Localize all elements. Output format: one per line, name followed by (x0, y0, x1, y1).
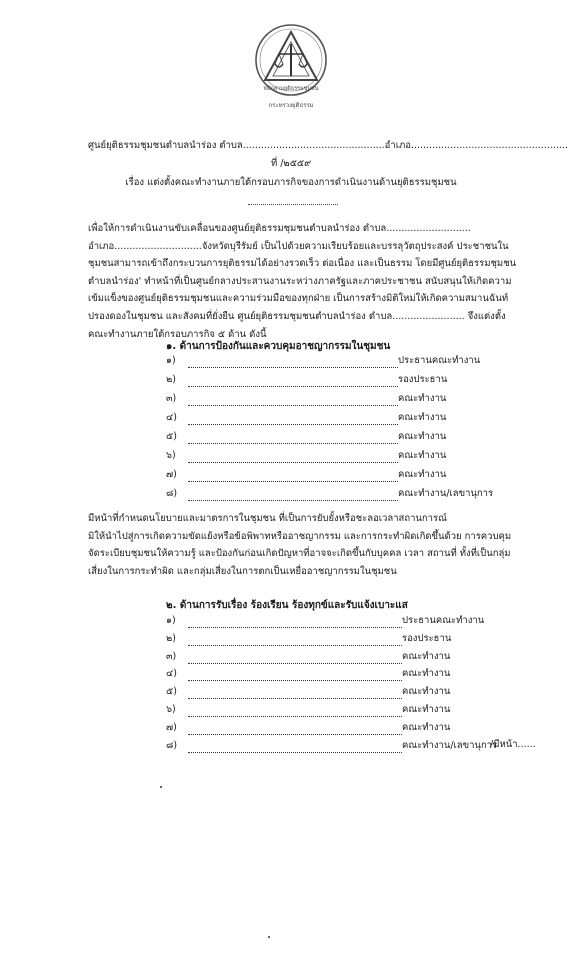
member-name-blank (188, 491, 398, 501)
duty-line: จัดระเบียบชุมชนให้ความรู้ และป้องกันก่อนเกิดปัญหาที่อาจจะเกิดขึ้นกับบุคคล เวลา สถานที่ ทั้งที่เป็นกลุ่ม (88, 548, 511, 559)
continued-marker: /มีหน้า...... (490, 739, 536, 750)
scan-speck (160, 786, 162, 788)
subject-line: เรื่อง แต่งตั้งคณะทำงานภายใต้กรอบภารกิจของการดำเนินงานด้านยุติธรรมชุมชน (125, 177, 457, 188)
section1-member-row (166, 486, 493, 501)
member-role: คณะทำงาน (398, 431, 447, 442)
section2-member-row (166, 702, 450, 717)
section2-member-row (166, 631, 451, 646)
intro-line: เข้มแข็งของศูนย์ยุติธรรมชุมชนและความร่วมมือของทุกฝ่าย เป็นการสร้างมิติใหม่ให้เกิดความสมานฉันท์ (88, 293, 509, 305)
member-name-blank (188, 671, 402, 681)
member-name-blank (188, 358, 398, 368)
section1-member-row (166, 410, 446, 425)
member-number: ๑) (166, 615, 176, 626)
member-number: ๖) (166, 450, 176, 461)
member-name-blank (188, 707, 402, 717)
member-role: ประธานคณะทำงาน (398, 355, 481, 366)
member-name-blank (188, 636, 402, 646)
section2-member-row (166, 613, 484, 628)
member-role: ประธานคณะทำงาน (402, 615, 485, 626)
member-role: คณะทำงาน (398, 393, 447, 404)
member-role: คณะทำงาน/เลขานุการ (398, 488, 494, 499)
section2-member-row (166, 666, 450, 681)
member-role: คณะทำงาน (398, 469, 447, 480)
intro-line: ตำบลนำร่อง' ทำหน้าที่เป็นศูนย์กลางประสานงานระหว่างภาครัฐและภาคประชาชน สนับสนุนให้เกิดความ (88, 275, 512, 287)
member-number: ๘) (166, 488, 178, 499)
member-name-blank (188, 434, 398, 444)
member-number: ๖) (166, 704, 176, 715)
member-role: คณะทำงาน (402, 686, 451, 698)
member-name-blank (188, 725, 402, 735)
duty-line: มิให้นำไปสู่การเกิดความขัดแย้งหรือข้อพิพาทหรืออาชญากรรม และการกระทำผิดเกิดขึ้นด้วย การควบคุม (88, 530, 512, 542)
section1-duty-paragraph (88, 510, 534, 580)
member-name-blank (188, 472, 398, 482)
member-number: ๓) (166, 650, 177, 662)
member-role: คณะทำงาน/เลขานุการ (402, 739, 498, 751)
section1-member-row (166, 391, 446, 406)
address-line: ศูนย์ยุติธรรมชุมชนตำบลนำร่อง ตำบล...............................................อำเภอ.................................................... (88, 140, 568, 151)
member-number: ๓) (166, 393, 177, 404)
member-number: ๘) (166, 739, 178, 751)
member-name-blank (188, 654, 402, 664)
logo-text-line1: หลักสามยุติธรรมชุมชน (263, 86, 319, 92)
section2-member-row (166, 738, 497, 753)
member-role: คณะทำงาน (402, 721, 451, 733)
member-name-blank (188, 415, 398, 425)
member-number: ๑) (166, 355, 176, 366)
logo-caption: กระทรวงยุติธรรม (268, 102, 314, 109)
document-number: ที่ /๒๕๕๙ (270, 158, 312, 169)
intro-line: เพื่อให้การดำเนินงานขับเคลื่อนของศูนย์ยุติธรรมชุมชนตำบลนำร่อง ตำบล............................ (88, 223, 471, 234)
duty-line: มีหน้าที่กำหนดนโยบายและมาตรการในชุมชน ที่เป็นการยับยั้งหรือชะลอเวลาสถานการณ์ (88, 513, 447, 524)
member-number: ๔) (166, 668, 177, 680)
intro-line: อำเภอ.............................จังหวัดบุรีรัมย์ เป็นไปด้วยความเรียบร้อยและบรรลุวัตถุประสงค์ ประชาชนใน (88, 240, 509, 252)
member-role: คณะทำงาน (402, 650, 451, 662)
section2-member-row (166, 684, 450, 699)
member-number: ๗) (166, 721, 177, 733)
member-number: ๕) (166, 686, 177, 698)
member-number: ๔) (166, 412, 177, 423)
section1-member-row (166, 353, 480, 368)
intro-line: ปรองดองในชุมชน และสังคมที่ยั่งยืน ศูนย์ยุติธรรมชุมชนตำบลนำร่อง ตำบล........................ จึงแต่งตั้ง (88, 310, 506, 322)
divider-line (248, 204, 338, 205)
scan-speck (268, 936, 270, 938)
member-name-blank (188, 453, 398, 463)
section1-member-row (166, 467, 446, 482)
member-role: รองประธาน (402, 632, 452, 644)
section2-member-row (166, 649, 450, 664)
section1-heading: ๑. ด้านการป้องกันและควบคุมอาชญากรรมในชุมชน (166, 341, 391, 352)
member-role: รองประธาน (398, 374, 448, 385)
intro-line: ชุมชนสามารถเข้าถึงกระบวนการยุติธรรมได้อย่างรวดเร็ว ต่อเนื่อง และเป็นธรรม โดยมีศูนย์ยุติธรรมชุมชน (88, 258, 517, 270)
duty-line: เสี่ยงในการกระทำผิด และกลุ่มเสี่ยงในการตกเป็นเหยื่ออาชญากรรมในชุมชน (88, 565, 397, 577)
member-role: คณะทำงาน (402, 704, 451, 715)
member-number: ๕) (166, 431, 177, 442)
section1-member-row (166, 372, 447, 387)
member-number: ๒) (166, 374, 176, 385)
member-name-blank (188, 377, 398, 387)
member-name-blank (188, 689, 402, 699)
member-number: ๗) (166, 469, 177, 480)
member-name-blank (188, 396, 398, 406)
section1-member-row (166, 429, 446, 444)
member-role: คณะทำงาน (402, 668, 451, 680)
section2-heading: ๒. ด้านการรับเรื่อง ร้องเรียน ร้องทุกข์และรับแจ้งเบาะแส (166, 600, 408, 611)
intro-line: คณะทำงานภายใต้กรอบภารกิจ ๕ ด้าน ดังนี้ (88, 328, 267, 340)
member-number: ๒) (166, 632, 176, 644)
section2-member-row (166, 720, 450, 735)
member-role: คณะทำงาน (398, 450, 447, 461)
member-role: คณะทำงาน (398, 412, 447, 423)
section1-member-row (166, 448, 446, 463)
intro-paragraph (88, 220, 534, 343)
member-name-blank (188, 618, 402, 628)
emblem-logo (251, 22, 331, 110)
member-name-blank (188, 743, 402, 753)
